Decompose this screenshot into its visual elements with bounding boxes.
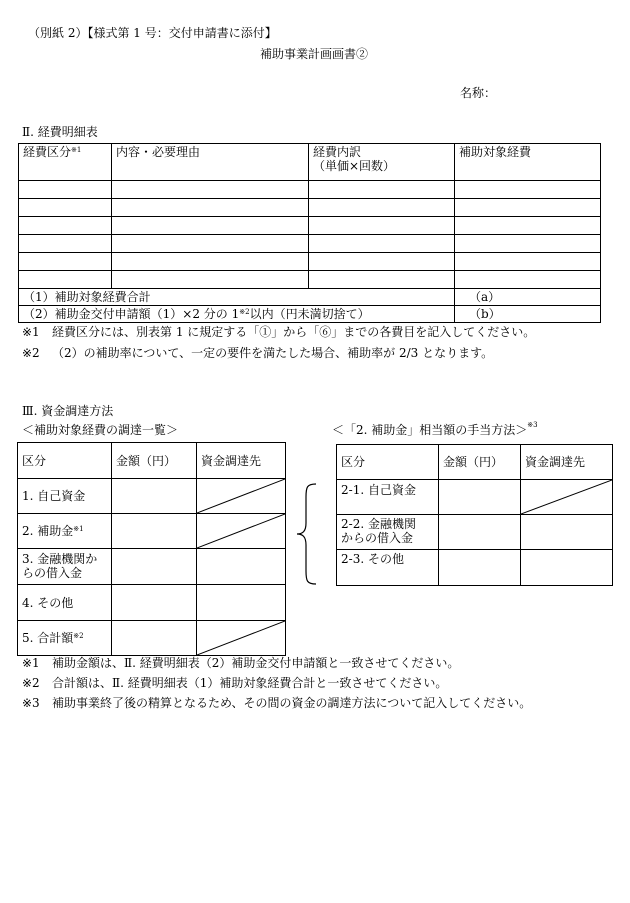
note: ※2 （2）の補助率について、一定の要件を満たした場合、補助率が 2/3 となります。: [22, 346, 494, 360]
row-label: 4. その他: [18, 585, 112, 621]
amount-cell[interactable]: [439, 480, 521, 515]
header-source: 資金調達先: [197, 443, 286, 479]
table-cell[interactable]: [455, 181, 601, 199]
header-source: 資金調達先: [521, 445, 613, 480]
section2-heading: Ⅱ. 経費明細表: [22, 125, 98, 139]
header-category: 区分: [18, 443, 112, 479]
table-row: [19, 217, 601, 235]
header-category: 経費区分$^{※1}$: [19, 144, 112, 181]
amount-cell[interactable]: [112, 549, 197, 585]
note: ※1 補助金額は、Ⅱ. 経費明細表（2）補助金交付申請額と一致させてください。: [22, 656, 460, 670]
table-cell[interactable]: [112, 271, 309, 289]
amount-cell[interactable]: [112, 514, 197, 549]
disabled-cell: [197, 514, 286, 549]
source-cell[interactable]: [521, 515, 613, 550]
table-cell[interactable]: [455, 271, 601, 289]
table-cell[interactable]: [309, 235, 455, 253]
note: ※3 補助事業終了後の精算となるため、その間の資金の調達方法について記入してください。: [22, 696, 532, 710]
header-content: 内容・必要理由: [112, 144, 309, 181]
table-row: [18, 514, 286, 549]
table-cell[interactable]: [309, 253, 455, 271]
disabled-cell: [197, 479, 286, 514]
total-value-cell[interactable]: （a）: [455, 289, 601, 306]
name-label: 名称：: [460, 86, 497, 100]
source-cell[interactable]: [521, 550, 613, 586]
header-amount: 金額（円）: [112, 443, 197, 479]
table-row: [337, 480, 613, 515]
header-eligible: 補助対象経費: [455, 144, 601, 181]
table-row: [337, 515, 613, 550]
left-subheading: ＜補助対象経費の調達一覧＞: [22, 423, 179, 437]
funding-header-row: [337, 445, 613, 480]
total-label: （1）補助対象経費合計: [19, 289, 455, 306]
table-cell[interactable]: [112, 199, 309, 217]
section3-heading: Ⅲ. 資金調達方法: [22, 404, 114, 418]
source-cell[interactable]: [197, 585, 286, 621]
table-row: [18, 585, 286, 621]
table-cell[interactable]: [309, 199, 455, 217]
row-label: 2-1. 自己資金: [337, 480, 439, 515]
apply-row: [19, 306, 601, 323]
table-cell[interactable]: [19, 217, 112, 235]
table-cell[interactable]: [112, 181, 309, 199]
brace-icon: [294, 483, 320, 585]
table-row: [19, 271, 601, 289]
table-cell[interactable]: [19, 199, 112, 217]
table-cell[interactable]: [455, 217, 601, 235]
apply-label: （2）補助金交付申請額（1）×2 分の 1$^{※2}$以内（円未満切捨て）: [19, 306, 455, 323]
table-cell[interactable]: [455, 253, 601, 271]
table-cell[interactable]: [455, 199, 601, 217]
row-label: 2-2. 金融機関 からの借入金: [337, 515, 439, 550]
amount-cell[interactable]: [439, 515, 521, 550]
amount-cell[interactable]: [112, 585, 197, 621]
expense-table: [18, 143, 601, 323]
table-row: [18, 549, 286, 585]
row-label: 1. 自己資金: [18, 479, 112, 514]
apply-value-cell[interactable]: （b）: [455, 306, 601, 323]
table-row: [19, 235, 601, 253]
table-cell[interactable]: [455, 235, 601, 253]
table-cell[interactable]: [19, 271, 112, 289]
table-cell[interactable]: [19, 235, 112, 253]
disabled-cell: [197, 621, 286, 656]
row-label: 5. 合計額$^{※2}$: [18, 621, 112, 656]
header-category: 区分: [337, 445, 439, 480]
source-cell[interactable]: [197, 549, 286, 585]
table-cell[interactable]: [309, 271, 455, 289]
diagonal-line: [197, 621, 285, 655]
total-row: [19, 289, 601, 306]
row-label: 3. 金融機関か らの借入金: [18, 549, 112, 585]
table-cell[interactable]: [309, 217, 455, 235]
table-cell[interactable]: [112, 235, 309, 253]
header-breakdown: 経費内訳 （単価×回数）: [309, 144, 455, 181]
funding-table: [17, 442, 286, 656]
diagonal-line: [521, 480, 612, 514]
right-subheading: ＜「2. 補助金」相当額の手当方法＞$^{※3}$: [332, 421, 538, 437]
row-label: 2. 補助金$^{※1}$: [18, 514, 112, 549]
diagonal-line: [197, 479, 285, 513]
attachment-label: （別紙 2）【様式第 1 号：交付申請書に添付】: [28, 26, 277, 40]
table-cell[interactable]: [309, 181, 455, 199]
amount-cell[interactable]: [112, 479, 197, 514]
table-row: [19, 181, 601, 199]
expense-header-row: [19, 144, 601, 181]
subsidy-funding-table: [336, 444, 613, 586]
amount-cell[interactable]: [112, 621, 197, 656]
table-row: [19, 199, 601, 217]
table-cell[interactable]: [19, 253, 112, 271]
table-row: [337, 550, 613, 586]
header-amount: 金額（円）: [439, 445, 521, 480]
amount-cell[interactable]: [439, 550, 521, 586]
disabled-cell: [521, 480, 613, 515]
note: ※2 合計額は、Ⅱ. 経費明細表（1）補助対象経費合計と一致させてください。: [22, 676, 448, 690]
table-cell[interactable]: [112, 217, 309, 235]
diagonal-line: [197, 514, 285, 548]
table-row: [18, 621, 286, 656]
table-cell[interactable]: [19, 181, 112, 199]
document-title: 補助事業計画画書②: [260, 47, 369, 61]
funding-header-row: [18, 443, 286, 479]
table-row: [18, 479, 286, 514]
table-row: [19, 253, 601, 271]
row-label: 2-3. その他: [337, 550, 439, 586]
table-cell[interactable]: [112, 253, 309, 271]
note: ※1 経費区分には、別表第 1 に規定する「①」から「⑥」までの各費目を記入してください。: [22, 325, 536, 339]
